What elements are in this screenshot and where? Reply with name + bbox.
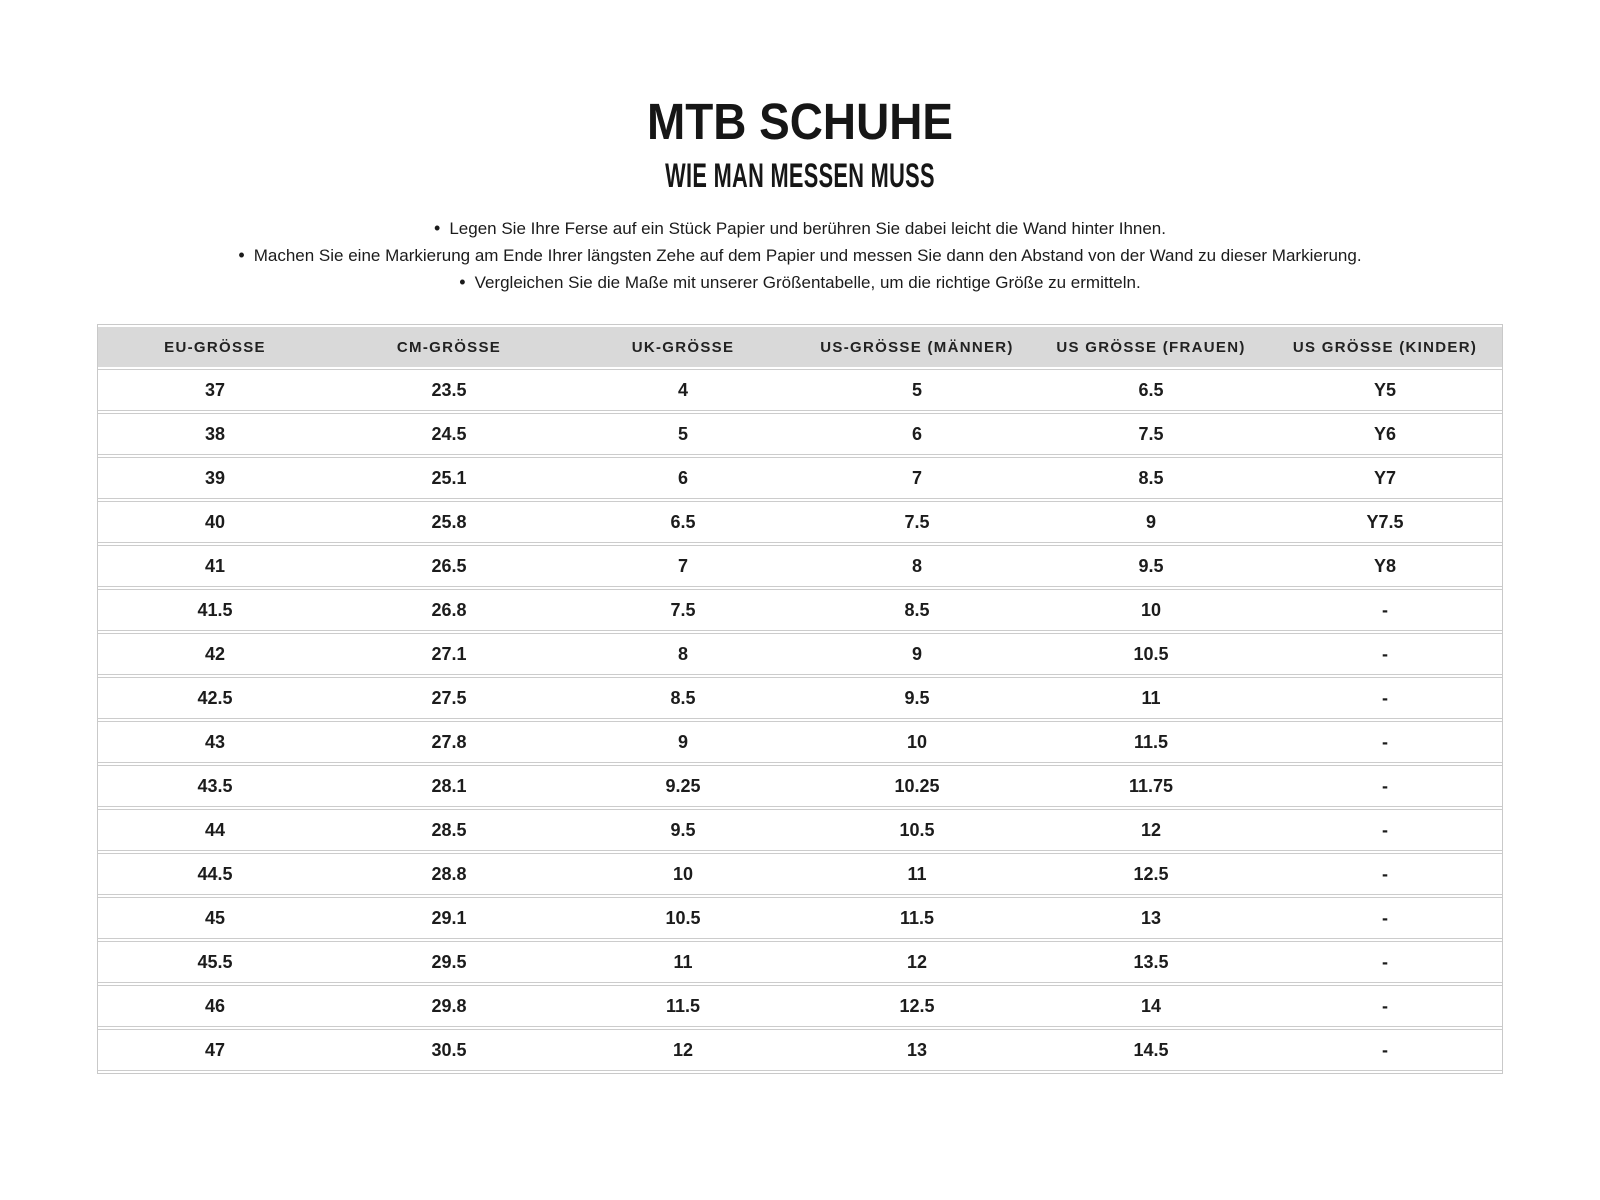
table-cell: 9 <box>566 721 800 763</box>
table-cell: 9 <box>800 633 1034 675</box>
table-cell: 25.1 <box>332 457 566 499</box>
table-cell: 11 <box>800 853 1034 895</box>
table-row <box>98 677 1502 719</box>
table-cell: 4 <box>566 369 800 411</box>
table-row <box>98 721 1502 763</box>
table-cell: 11 <box>566 941 800 983</box>
table-row <box>98 853 1502 895</box>
table-cell: 14 <box>1034 985 1268 1027</box>
page-subtitle: WIE MAN MESSEN MUSS <box>665 157 935 195</box>
instruction-item <box>0 269 1600 296</box>
table-cell: 47 <box>98 1029 332 1071</box>
table-cell: 44.5 <box>98 853 332 895</box>
table-row <box>98 1029 1502 1071</box>
table-cell: 27.1 <box>332 633 566 675</box>
size-table-container <box>97 324 1503 1074</box>
table-cell: 7 <box>800 457 1034 499</box>
table-row <box>98 985 1502 1027</box>
table-cell: 10.5 <box>566 897 800 939</box>
table-row <box>98 897 1502 939</box>
table-cell: 40 <box>98 501 332 543</box>
table-row <box>98 765 1502 807</box>
size-table-body <box>98 369 1502 1071</box>
column-header-us-men-size: US-GRÖSSE (MÄNNER) <box>800 327 1034 367</box>
instruction-text: Legen Sie Ihre Ferse auf ein Stück Papier und berühren Sie dabei leicht die Wand hinter Ihnen. <box>449 219 1166 238</box>
table-cell: 10 <box>800 721 1034 763</box>
column-header-us-kids-size: US GRÖSSE (KINDER) <box>1268 327 1502 367</box>
table-row <box>98 589 1502 631</box>
table-cell: 11 <box>1034 677 1268 719</box>
table-row <box>98 457 1502 499</box>
table-row <box>98 413 1502 455</box>
instruction-text: Vergleichen Sie die Maße mit unserer Größentabelle, um die richtige Größe zu ermitteln. <box>474 273 1141 292</box>
table-cell: 12 <box>566 1029 800 1071</box>
table-cell: 28.8 <box>332 853 566 895</box>
table-cell: 9.5 <box>1034 545 1268 587</box>
table-cell: 45.5 <box>98 941 332 983</box>
page-title: MTB SCHUHE <box>647 93 953 150</box>
table-cell: 9.25 <box>566 765 800 807</box>
table-cell: 42 <box>98 633 332 675</box>
table-row <box>98 369 1502 411</box>
table-cell: 6 <box>800 413 1034 455</box>
table-cell: 9.5 <box>566 809 800 851</box>
table-row <box>98 501 1502 543</box>
table-cell: 8.5 <box>800 589 1034 631</box>
table-cell: 30.5 <box>332 1029 566 1071</box>
table-cell: - <box>1268 677 1502 719</box>
table-cell: 12 <box>1034 809 1268 851</box>
table-cell: - <box>1268 633 1502 675</box>
table-cell: 6.5 <box>566 501 800 543</box>
table-cell: 28.5 <box>332 809 566 851</box>
table-cell: 8.5 <box>566 677 800 719</box>
table-cell: 8 <box>800 545 1034 587</box>
table-cell: - <box>1268 765 1502 807</box>
table-cell: 12 <box>800 941 1034 983</box>
instruction-item <box>0 242 1600 269</box>
table-cell: 11.75 <box>1034 765 1268 807</box>
table-cell: 13 <box>1034 897 1268 939</box>
table-cell: 29.5 <box>332 941 566 983</box>
bullet-icon <box>459 273 474 292</box>
column-header-eu-size: EU-GRÖSSE <box>98 327 332 367</box>
table-cell: 9.5 <box>800 677 1034 719</box>
table-cell: Y7 <box>1268 457 1502 499</box>
bullet-icon <box>434 219 449 238</box>
table-cell: Y8 <box>1268 545 1502 587</box>
table-cell: 9 <box>1034 501 1268 543</box>
table-cell: 10.5 <box>1034 633 1268 675</box>
table-cell: 23.5 <box>332 369 566 411</box>
table-cell: 6.5 <box>1034 369 1268 411</box>
table-cell: 13.5 <box>1034 941 1268 983</box>
table-cell: 41.5 <box>98 589 332 631</box>
table-cell: - <box>1268 941 1502 983</box>
table-cell: 10.5 <box>800 809 1034 851</box>
table-cell: 29.1 <box>332 897 566 939</box>
table-cell: - <box>1268 721 1502 763</box>
table-cell: 14.5 <box>1034 1029 1268 1071</box>
table-cell: 26.8 <box>332 589 566 631</box>
table-cell: 29.8 <box>332 985 566 1027</box>
table-cell: 38 <box>98 413 332 455</box>
table-cell: 11.5 <box>800 897 1034 939</box>
table-cell: 11.5 <box>566 985 800 1027</box>
table-cell: 43 <box>98 721 332 763</box>
table-cell: 39 <box>98 457 332 499</box>
table-cell: 11.5 <box>1034 721 1268 763</box>
table-cell: 44 <box>98 809 332 851</box>
size-table <box>98 325 1502 1073</box>
table-cell: 6 <box>566 457 800 499</box>
table-cell: 26.5 <box>332 545 566 587</box>
instruction-text: Machen Sie eine Markierung am Ende Ihrer längsten Zehe auf dem Papier und messen Sie dann den Abstand von der Wand zu dieser Markierung. <box>253 246 1362 265</box>
table-cell: - <box>1268 1029 1502 1071</box>
table-cell: 25.8 <box>332 501 566 543</box>
table-cell: 12.5 <box>800 985 1034 1027</box>
table-cell: 10.25 <box>800 765 1034 807</box>
instruction-item <box>0 215 1600 242</box>
table-cell: Y5 <box>1268 369 1502 411</box>
table-cell: 27.8 <box>332 721 566 763</box>
table-cell: Y6 <box>1268 413 1502 455</box>
table-cell: 12.5 <box>1034 853 1268 895</box>
table-cell: 7.5 <box>566 589 800 631</box>
table-cell: - <box>1268 985 1502 1027</box>
table-row <box>98 633 1502 675</box>
table-cell: 7 <box>566 545 800 587</box>
bullet-icon <box>238 246 253 265</box>
table-cell: 27.5 <box>332 677 566 719</box>
table-cell: - <box>1268 853 1502 895</box>
table-cell: 7.5 <box>800 501 1034 543</box>
table-cell: 8 <box>566 633 800 675</box>
table-cell: 5 <box>566 413 800 455</box>
column-header-uk-size: UK-GRÖSSE <box>566 327 800 367</box>
table-cell: 45 <box>98 897 332 939</box>
table-cell: 7.5 <box>1034 413 1268 455</box>
table-cell: 28.1 <box>332 765 566 807</box>
table-cell: 8.5 <box>1034 457 1268 499</box>
table-cell: - <box>1268 589 1502 631</box>
table-cell: Y7.5 <box>1268 501 1502 543</box>
table-cell: 5 <box>800 369 1034 411</box>
table-cell: 24.5 <box>332 413 566 455</box>
table-cell: 13 <box>800 1029 1034 1071</box>
table-cell: - <box>1268 897 1502 939</box>
table-cell: 10 <box>566 853 800 895</box>
table-cell: 37 <box>98 369 332 411</box>
table-row <box>98 809 1502 851</box>
table-row <box>98 545 1502 587</box>
measurement-instructions <box>0 215 1600 296</box>
table-cell: - <box>1268 809 1502 851</box>
table-row <box>98 941 1502 983</box>
column-header-us-women-size: US GRÖSSE (FRAUEN) <box>1034 327 1268 367</box>
table-header-row <box>98 327 1502 367</box>
table-cell: 43.5 <box>98 765 332 807</box>
table-cell: 10 <box>1034 589 1268 631</box>
table-cell: 42.5 <box>98 677 332 719</box>
column-header-cm-size: CM-GRÖSSE <box>332 327 566 367</box>
table-cell: 41 <box>98 545 332 587</box>
table-cell: 46 <box>98 985 332 1027</box>
